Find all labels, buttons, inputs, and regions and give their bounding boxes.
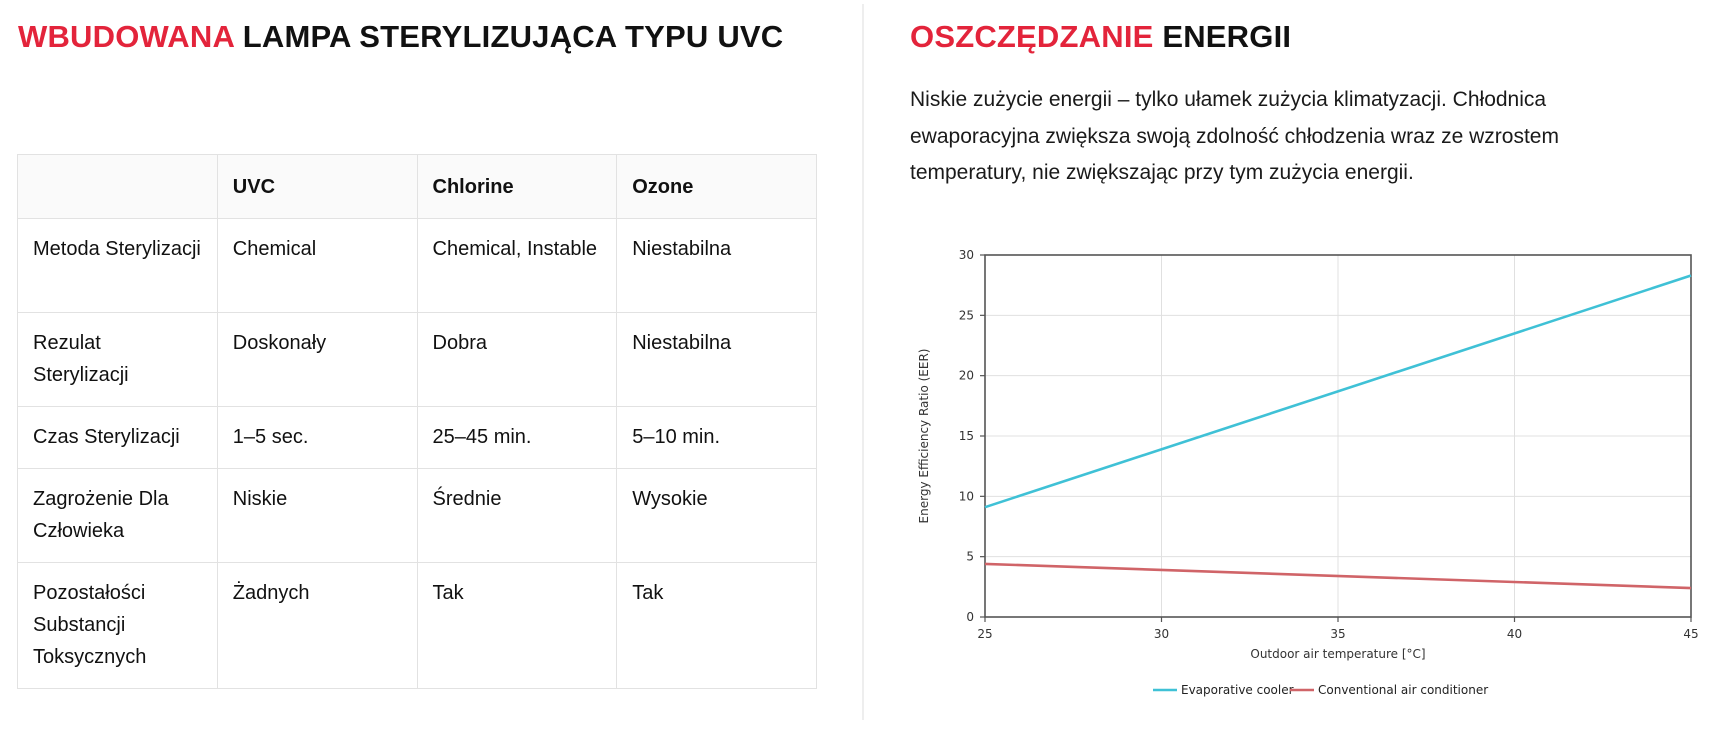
table-cell: Doskonały [217, 313, 417, 407]
x-tick-label: 35 [1330, 627, 1346, 641]
table-header-cell: UVC [217, 155, 417, 219]
table-header-cell: Ozone [617, 155, 817, 219]
y-tick-label: 20 [958, 368, 974, 383]
x-axis-label: Outdoor air temperature [°C] [1250, 647, 1426, 661]
y-axis-label: Energy Efficiency Ratio (EER) [917, 348, 931, 524]
table-cell: Chemical, Instable [417, 219, 617, 313]
table-cell: Czas Sterylizacji [18, 407, 218, 469]
table-cell: Tak [617, 563, 817, 689]
legend-label: Evaporative cooler [1181, 683, 1294, 697]
y-tick-label: 10 [958, 489, 974, 504]
table-header-row [18, 155, 817, 219]
table-cell: Niskie [217, 469, 417, 563]
table-cell: Średnie [417, 469, 617, 563]
table-cell: Zagrożenie Dla Człowieka [18, 469, 218, 563]
sterilization-heading-accent: WBUDOWANA [18, 19, 234, 54]
sterilization-heading-rest: LAMPA STERYLIZUJĄCA TYPU UVC [233, 19, 784, 54]
table-row [18, 563, 817, 689]
table-cell: Tak [417, 563, 617, 689]
table-row [18, 469, 817, 563]
eer-chart-svg [880, 230, 1710, 700]
energy-description: Niskie zużycie energii – tylko ułamek zużycia klimatyzacji. Chłodnica ewaporacyjna zwiększa swoją zdolność chłodzenia wraz ze wzrostem temperatury, nie zwiększając przy tym zużycia energii. [910, 88, 1559, 184]
table-cell: Niestabilna [617, 313, 817, 407]
table-cell: Niestabilna [617, 219, 817, 313]
legend-label: Conventional air conditioner [1318, 683, 1489, 697]
x-tick-label: 45 [1683, 627, 1699, 641]
energy-heading-accent: OSZCZĘDZANIE [910, 19, 1154, 54]
y-tick-label: 5 [966, 549, 974, 564]
y-tick-label: 30 [958, 248, 974, 262]
y-tick-label: 25 [958, 308, 974, 323]
table-cell: 5–10 min. [617, 407, 817, 469]
y-tick-label: 0 [966, 610, 974, 624]
table-cell: Rezulat Sterylizacji [18, 313, 218, 407]
table-row [18, 313, 817, 407]
y-tick-label: 15 [958, 429, 974, 443]
eer-chart [880, 230, 1710, 700]
table-row [18, 219, 817, 313]
table-header-cell: Chlorine [417, 155, 617, 219]
table-cell: 25–45 min. [417, 407, 617, 469]
x-tick-label: 25 [977, 627, 993, 641]
x-tick-label: 30 [1153, 627, 1170, 641]
table-cell: Pozostałości Substancji Toksycznych [18, 563, 218, 689]
sterilization-comparison-table [17, 154, 817, 689]
energy-heading [910, 16, 1700, 58]
table-cell: Chemical [217, 219, 417, 313]
energy-heading-rest: ENERGII [1153, 19, 1292, 54]
table-cell: Dobra [417, 313, 617, 407]
table-header-cell [18, 155, 218, 219]
sterilization-heading [18, 16, 808, 58]
table-cell: Wysokie [617, 469, 817, 563]
table-row [18, 407, 817, 469]
table-cell: Żadnych [217, 563, 417, 689]
table-cell: 1–5 sec. [217, 407, 417, 469]
table-cell: Metoda Sterylizacji [18, 219, 218, 313]
x-tick-label: 40 [1506, 627, 1523, 641]
